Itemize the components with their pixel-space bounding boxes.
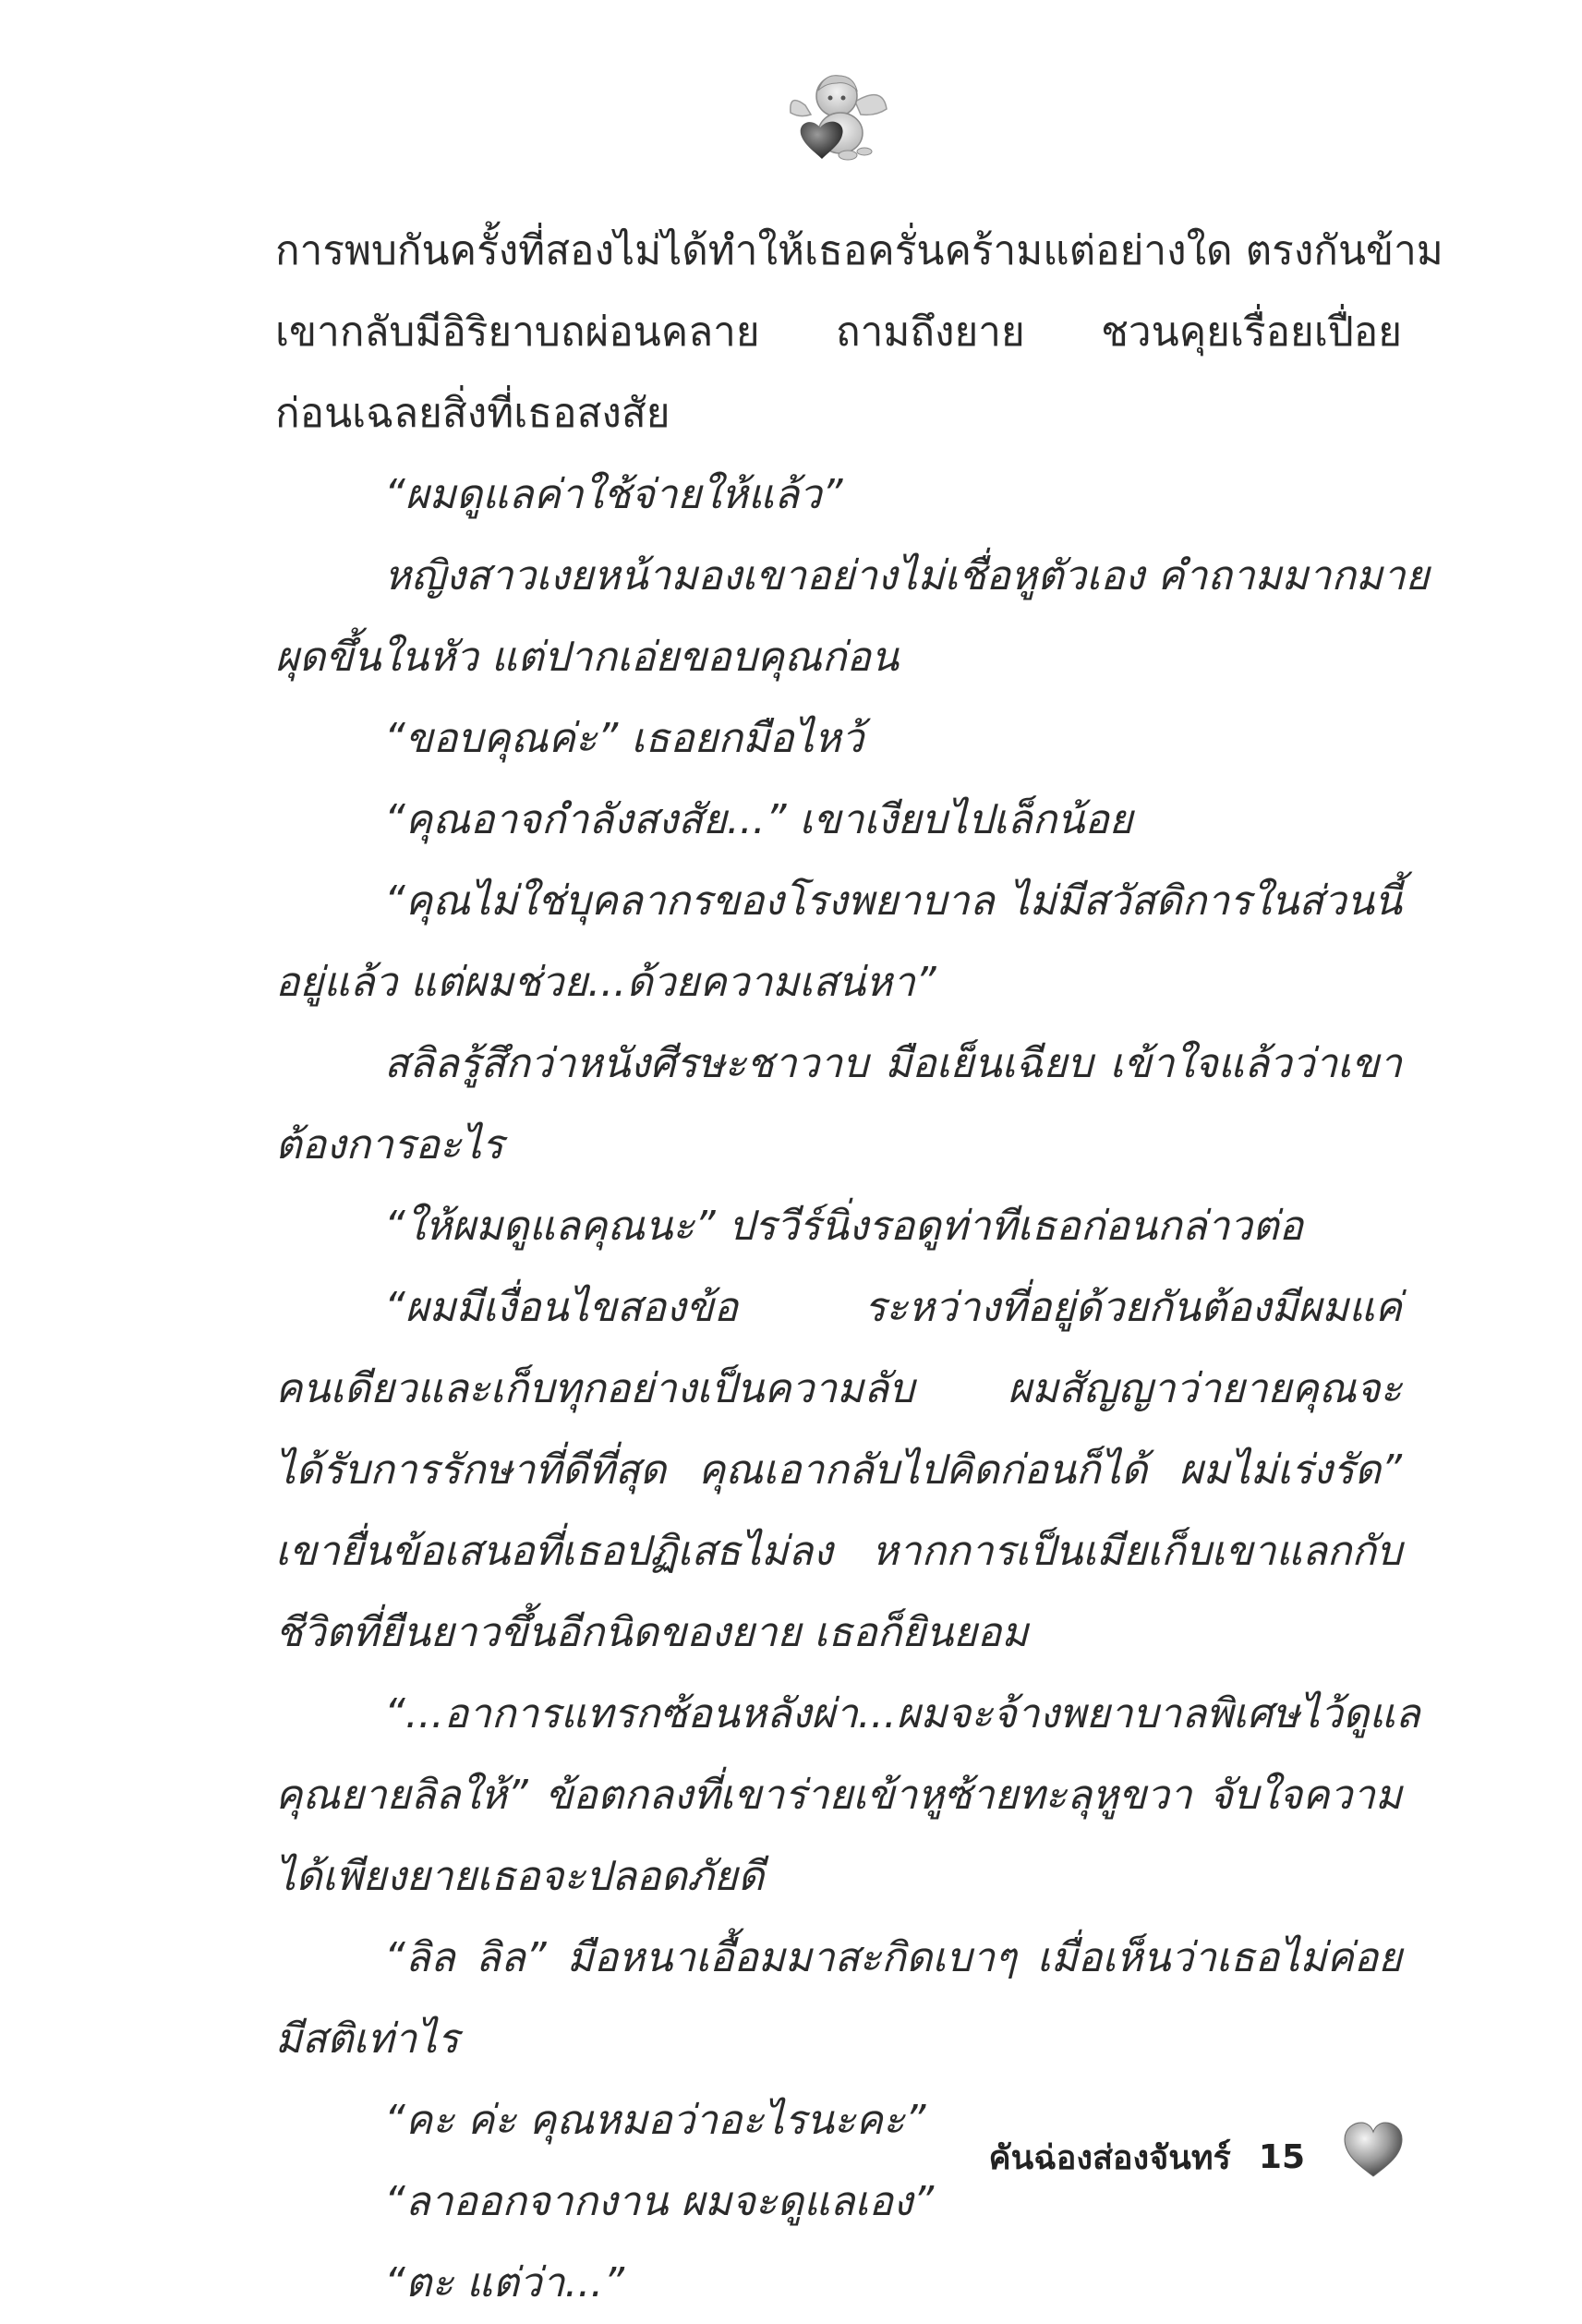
text-line: “...อาการแทรกซ้อนหลังผ่า...ผมจะจ้างพยาบาลพิเศษไว้ดูแล	[384, 1690, 1420, 1737]
text-line: ก่อนเฉลยสิ่งที่เธอสงสัย	[275, 390, 670, 437]
text-line: “ตะ แต่ว่า...”	[384, 2259, 625, 2306]
page-number: 15	[1258, 2137, 1305, 2176]
text-line: “ลิล ลิล” มือหนาเอื้อมมาสะกิดเบาๆ เมื่อเห็นว่าเธอไม่ค่อย	[384, 1934, 1402, 1981]
text-line: อยู่แล้ว แต่ผมช่วย...ด้วยความเสน่หา”	[275, 959, 936, 1006]
text-line: “ลาออกจากงาน ผมจะดูแลเอง”	[384, 2178, 935, 2225]
text-line: “ขอบคุณค่ะ” เธอยกมือไหว้	[384, 715, 864, 762]
text-line: ผุดขึ้นในหัว แต่ปากเอ่ยขอบคุณก่อน	[275, 634, 900, 681]
text-line: “คุณไม่ใช่บุคลากรของโรงพยาบาล ไม่มีสวัสดิการในส่วนนี้	[384, 878, 1402, 925]
text-line: ต้องการอะไร	[275, 1121, 504, 1168]
text-line: คนเดียวและเก็บทุกอย่างเป็นความลับ ผมสัญญาว่ายายคุณจะ	[275, 1365, 1402, 1412]
text-line: ได้เพียงยายเธอจะปลอดภัยดี	[275, 1853, 765, 1900]
text-line: ได้รับการรักษาที่ดีที่สุด คุณเอากลับไปคิดก่อนก็ได้ ผมไม่เร่งรัด”	[275, 1446, 1402, 1494]
heart-icon	[1341, 2121, 1406, 2180]
text-line: “ผมมีเงื่อนไขสองข้อ ระหว่างที่อยู่ด้วยกันต้องมีผมแค่	[384, 1284, 1402, 1331]
text-line: ชีวิตที่ยืนยาวขึ้นอีกนิดของยาย เธอก็ยินยอม	[275, 1609, 1029, 1656]
text-line: “คุณอาจกำลังสงสัย...” เขาเงียบไปเล็กน้อย	[384, 796, 1133, 843]
text-line: การพบกันครั้งที่สองไม่ได้ทำให้เธอครั่นคร้ามแต่อย่างใด ตรงกันข้าม	[275, 227, 1443, 274]
text-line: เขายื่นข้อเสนอที่เธอปฏิเสธไม่ลง หากการเป็นเมียเก็บเขาแลกกับ	[275, 1528, 1402, 1575]
cupid-holding-heart-icon	[783, 65, 894, 166]
page-footer	[989, 2124, 1305, 2189]
text-line: เขากลับมีอิริยาบถผ่อนคลาย ถามถึงยาย ชวนคุยเรื่อยเปื่อย	[275, 309, 1402, 356]
text-line: “ให้ผมดูแลคุณนะ” ปรวีร์นิ่งรอดูท่าทีเธอก่อนกล่าวต่อ	[384, 1203, 1304, 1250]
text-line: “ผมดูแลค่าใช้จ่ายให้แล้ว”	[384, 471, 843, 518]
body-text	[275, 211, 1443, 2324]
text-line: มีสติเท่าไร	[275, 2015, 459, 2063]
book-title: คันฉ่องส่องจันทร์	[988, 2138, 1231, 2177]
text-line: “คะ ค่ะ คุณหมอว่าอะไรนะคะ”	[384, 2097, 926, 2144]
text-line: สลิลรู้สึกว่าหนังศีรษะชาวาบ มือเย็นเฉียบ เข้าใจแล้วว่าเขา	[384, 1040, 1402, 1087]
text-line: คุณยายลิลให้” ข้อตกลงที่เขาร่ายเข้าหูซ้ายทะลุหูขวา จับใจความ	[275, 1772, 1402, 1819]
text-line: หญิงสาวเงยหน้ามองเขาอย่างไม่เชื่อหูตัวเอง คำถามมากมาย	[384, 552, 1430, 599]
